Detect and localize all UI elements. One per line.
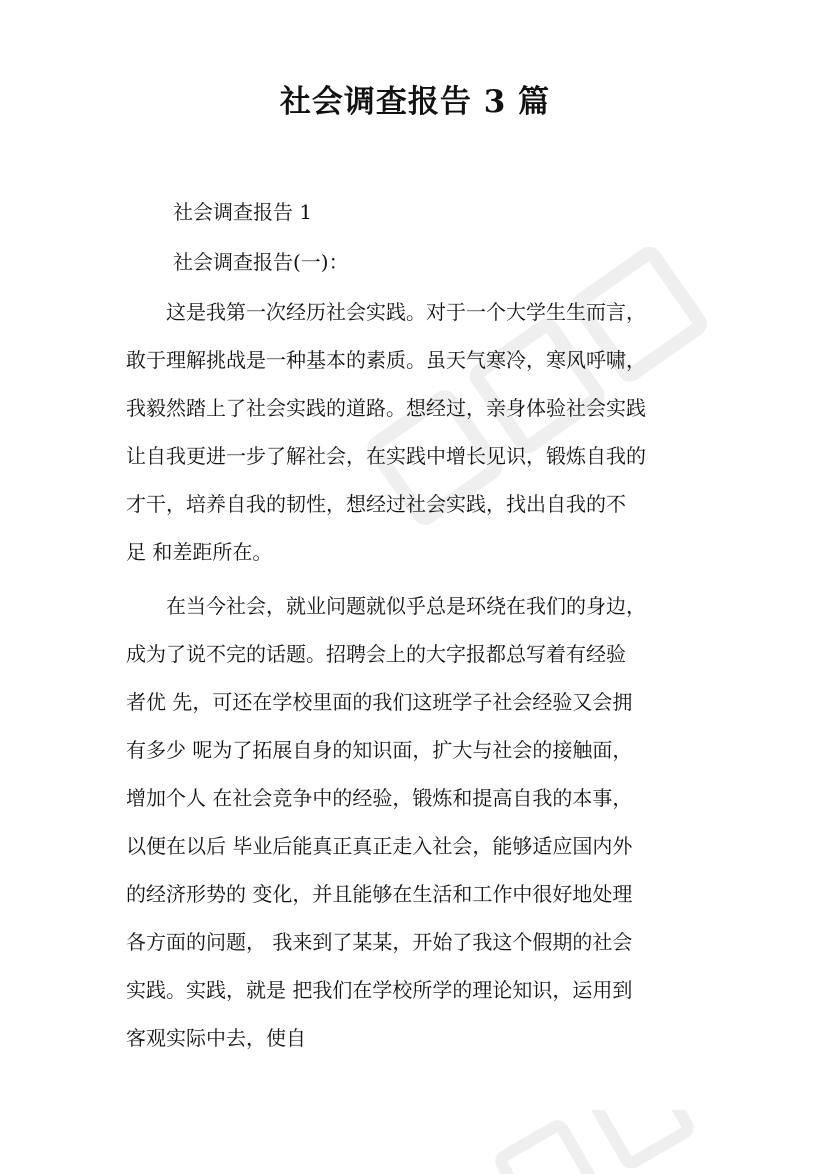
paragraph-1: [126, 288, 711, 576]
paragraph-line: 增加个人 在社会竞争中的经验，锻炼和提高自我的本事，: [126, 786, 633, 810]
paragraph-line: 各方面的问题， 我来到了某某，开始了我这个假期的社会: [126, 930, 633, 954]
paragraph-line: 让自我更进一步了解社会，在实践中增长见识，锻炼自我的: [126, 444, 646, 468]
paragraph-2: [126, 582, 711, 1062]
paragraph-line: 客观实际中去，使自: [126, 1026, 306, 1050]
paragraph-line: 在当今社会，就业问题就似乎总是环绕在我们的身边，: [126, 594, 646, 618]
paragraph-line: 成为了说不完的话题。招聘会上的大字报都总写着有经验: [126, 642, 626, 666]
paragraph-line: 者优 先，可还在学校里面的我们这班学子社会经验又会拥: [126, 690, 633, 714]
paragraph-line: 才干，培养自我的韧性，想经过社会实践，找出自我的不: [126, 492, 626, 516]
paragraph-line: 足 和差距所在。: [126, 540, 273, 564]
paragraph-line: 我毅然踏上了社会实践的道路。想经过，亲身体验社会实践: [126, 396, 646, 420]
paragraph-line: 以便在以后 毕业后能真正真正走入社会，能够适应国内外: [126, 834, 633, 858]
paragraph-line: 敢于理解挑战是一种基本的素质。虽天气寒冷，寒风呼啸，: [126, 348, 646, 372]
sub-heading: 社会调查报告(一)：: [173, 250, 349, 274]
watermark-stamp-bottom: [340, 1110, 740, 1174]
paragraph-line: 的经济形势的 变化，并且能够在生活和工作中很好地处理: [126, 882, 633, 906]
paragraph-line: 这是我第一次经历社会实践。对于一个大学生生而言，: [126, 300, 646, 324]
document-title: 社会调查报告 3 篇: [279, 84, 551, 120]
paragraph-line: 有多少 呢为了拓展自身的知识面，扩大与社会的接触面，: [126, 738, 633, 762]
section-heading: 社会调查报告 1: [173, 200, 313, 224]
paragraph-line: 实践。实践，就是 把我们在学校所学的理论知识，运用到: [126, 978, 633, 1002]
